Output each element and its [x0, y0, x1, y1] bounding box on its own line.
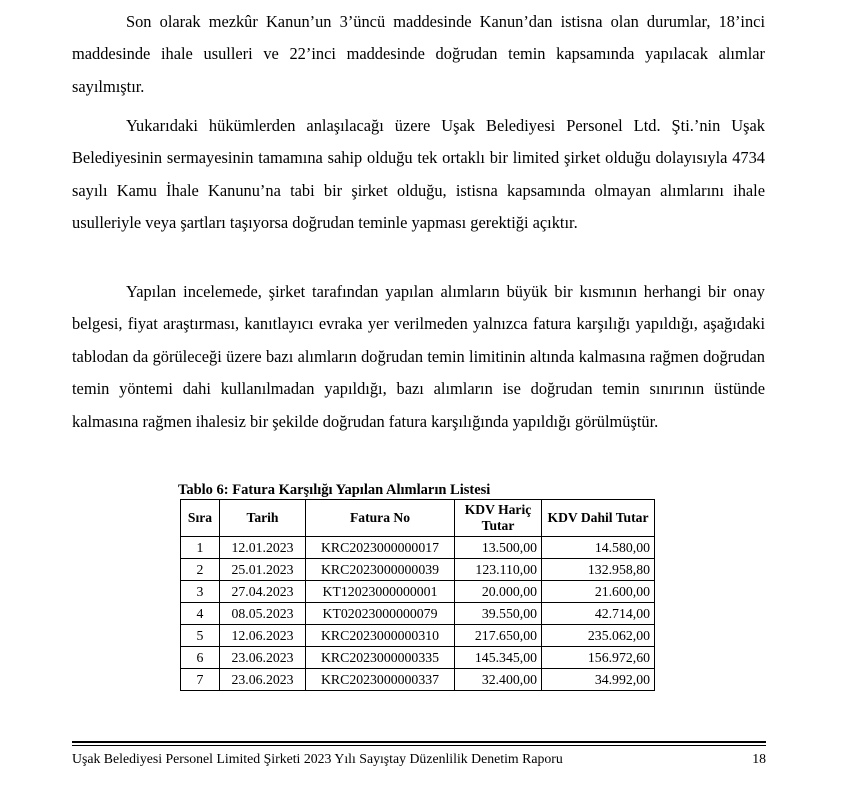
cell-kdv-dahil: 34.992,00 [542, 669, 655, 691]
cell-sira: 4 [181, 603, 220, 625]
cell-kdv-haric: 217.650,00 [455, 625, 542, 647]
table-row [181, 647, 655, 669]
cell-tarih: 27.04.2023 [220, 581, 306, 603]
cell-fatura-no: KRC2023000000335 [306, 647, 455, 669]
table-row [181, 669, 655, 691]
cell-kdv-haric: 39.550,00 [455, 603, 542, 625]
cell-sira: 6 [181, 647, 220, 669]
cell-tarih: 08.05.2023 [220, 603, 306, 625]
footer-report-title: Uşak Belediyesi Personel Limited Şirketi 2023 Yılı Sayıştay Düzenlilik Denetim Raporu [72, 751, 563, 766]
cell-fatura-no: KRC2023000000337 [306, 669, 455, 691]
cell-kdv-dahil: 235.062,00 [542, 625, 655, 647]
header-kdv-dahil: KDV Dahil Tutar [542, 500, 655, 537]
page-number: 18 [752, 751, 766, 766]
cell-kdv-haric: 145.345,00 [455, 647, 542, 669]
header-tarih: Tarih [220, 500, 306, 537]
cell-fatura-no: KRC2023000000039 [306, 559, 455, 581]
paragraph-2: Yukarıdaki hükümlerden anlaşılacağı üzere Uşak Belediyesi Personel Ltd. Şti.’nin Uşak Belediyesinin sermayesinin tamamına sahip olduğu tek ortaklı bir limited şirket olduğu dolayısıyla 4734 sayılı Kamu İhale Kanunu’na tabi bir şirket olduğu, istisna kapsamında olmayan alımlarını ihale usulleriyle veya şartları taşıyorsa doğrudan teminle yapması gerektiği açıktır. [72, 116, 765, 233]
cell-fatura-no: KT12023000000001 [306, 581, 455, 603]
cell-tarih: 25.01.2023 [220, 559, 306, 581]
paragraph-3: Yapılan incelemede, şirket tarafından yapılan alımların büyük bir kısmının herhangi bir onay belgesi, fiyat araştırması, kanıtlayıcı evraka yer verilmeden yalnızca fatura karşılığı yapıldığı, aşağıdaki tablodan da görüleceği üzere bazı alımların doğrudan temin limitinin altında kalmasına rağmen doğrudan temin yöntemi dahi kullanılmadan yapıldığı, bazı alımların ise doğrudan temin sınırının üstünde kalmasına rağmen ihalesiz bir şekilde doğrudan fatura karşılığında yapıldığı görülmüştür. [72, 282, 765, 431]
cell-sira: 5 [181, 625, 220, 647]
cell-tarih: 23.06.2023 [220, 647, 306, 669]
cell-fatura-no: KRC2023000000017 [306, 537, 455, 559]
cell-tarih: 23.06.2023 [220, 669, 306, 691]
header-fatura-no: Fatura No [306, 500, 455, 537]
table-title: Tablo 6: Fatura Karşılığı Yapılan Alımların Listesi [178, 482, 491, 498]
table-row [181, 559, 655, 581]
cell-fatura-no: KRC2023000000310 [306, 625, 455, 647]
cell-kdv-haric: 20.000,00 [455, 581, 542, 603]
header-kdv-haric: KDV Hariç Tutar [455, 500, 542, 537]
cell-kdv-dahil: 14.580,00 [542, 537, 655, 559]
cell-kdv-dahil: 21.600,00 [542, 581, 655, 603]
cell-sira: 3 [181, 581, 220, 603]
cell-kdv-haric: 123.110,00 [455, 559, 542, 581]
table-header-row [181, 500, 655, 537]
cell-kdv-dahil: 156.972,60 [542, 647, 655, 669]
cell-tarih: 12.01.2023 [220, 537, 306, 559]
cell-kdv-dahil: 42.714,00 [542, 603, 655, 625]
table-row [181, 537, 655, 559]
header-sira: Sıra [181, 500, 220, 537]
paragraph-1: Son olarak mezkûr Kanun’un 3’üncü maddesinde Kanun’dan istisna olan durumlar, 18’inci maddesinde ihale usulleri ve 22’inci maddesinde doğrudan temin kapsamında yapılacak alımlar sayılmıştır. [72, 12, 765, 96]
cell-sira: 7 [181, 669, 220, 691]
table-row [181, 581, 655, 603]
cell-kdv-haric: 13.500,00 [455, 537, 542, 559]
footer-divider [72, 741, 766, 746]
cell-kdv-haric: 32.400,00 [455, 669, 542, 691]
cell-tarih: 12.06.2023 [220, 625, 306, 647]
cell-sira: 2 [181, 559, 220, 581]
table-row [181, 603, 655, 625]
invoice-table [180, 499, 655, 691]
cell-kdv-dahil: 132.958,80 [542, 559, 655, 581]
table-row [181, 625, 655, 647]
cell-fatura-no: KT02023000000079 [306, 603, 455, 625]
cell-sira: 1 [181, 537, 220, 559]
